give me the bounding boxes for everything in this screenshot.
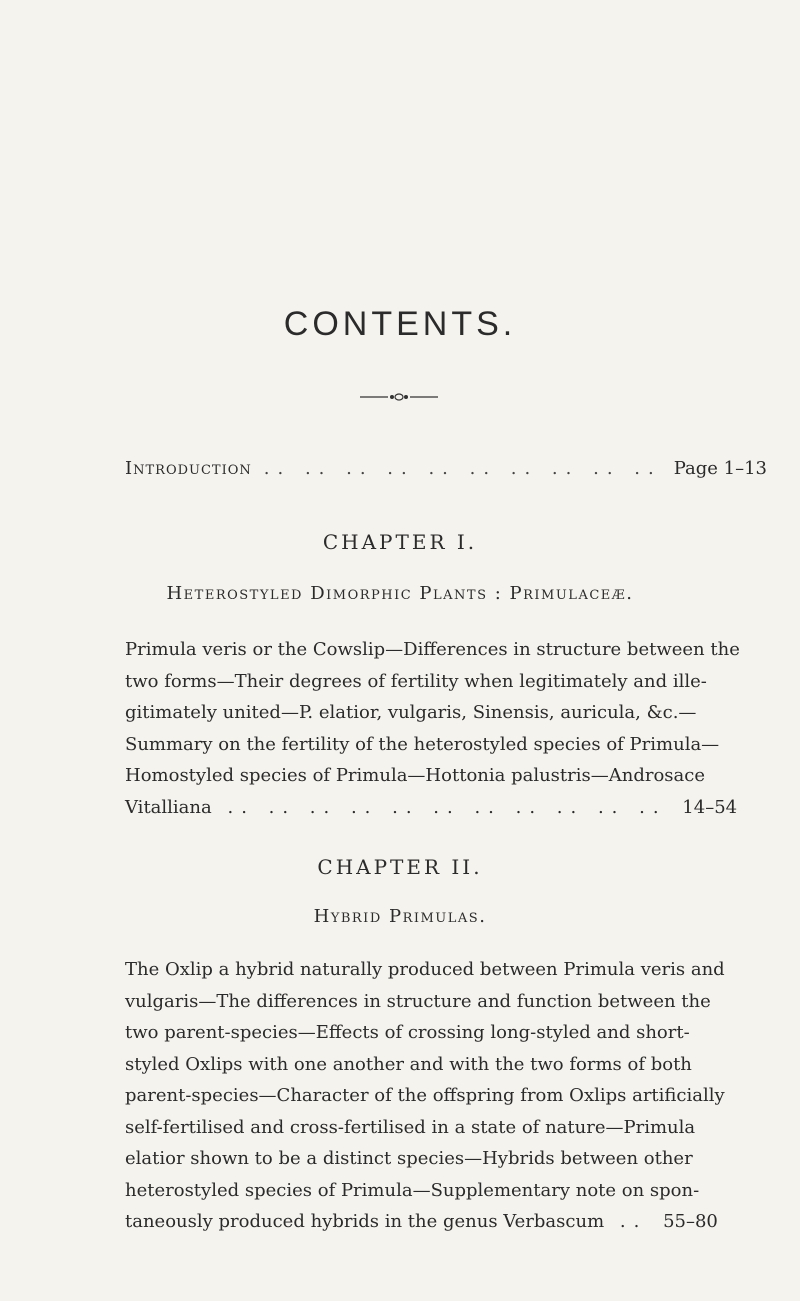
ornament-rule [358, 392, 440, 402]
summary-line: two forms—Their degrees of fertility when legitimately and ille- [125, 670, 707, 692]
summary-line: Summary on the fertility of the heterostyled species of Primula— [125, 733, 720, 755]
summary-line: elatior shown to be a distinct species—Hybrids between other [125, 1148, 693, 1169]
leader-dots: .. .. .. .. .. .. .. .. .. .. .. [227, 796, 667, 818]
summary-line: styled Oxlips with one another and with the two forms of both [125, 1053, 692, 1075]
chapter-1-heading: CHAPTER I. [322, 530, 478, 554]
summary-line: two parent-species—Effects of crossing long-styled and short- [125, 1022, 690, 1043]
introduction-label: Introduction [125, 458, 252, 479]
summary-line: heterostyled species of Primula—Supplementary note on spon- [125, 1179, 700, 1201]
page-title: CONTENTS. [283, 305, 517, 343]
summary-line: Vitalliana [125, 796, 212, 818]
chapter-1-subtitle: Heterostyled Dimorphic Plants : Primulaceæ. [166, 583, 634, 604]
summary-line: Homostyled species of Primula—Hottonia palustris—Androsace [125, 765, 706, 786]
toc-entry-chapter-2[interactable] [125, 1206, 718, 1238]
summary-line: vulgaris—The differences in structure and function between the [125, 990, 711, 1012]
summary-line: taneously produced hybrids in the genus Verbascum [125, 1211, 605, 1232]
chapter-2-pages: 55–80 [663, 1211, 718, 1232]
leader-dots: .. [619, 1211, 648, 1232]
summary-line: self-fertilised and cross-fertilised in a state of nature—Primula [125, 1116, 696, 1138]
summary-line: gitimately united—P. elatior, vulgaris, Sinensis, auricula, &c.— [125, 702, 697, 723]
leader-dots: .. .. .. .. .. .. .. .. .. .. [263, 458, 662, 479]
chapter-2-subtitle: Hybrid Primulas. [313, 906, 487, 927]
chapter-1-summary [125, 634, 740, 823]
summary-line: parent-species—Character of the offspring from Oxlips artificially [125, 1085, 725, 1106]
toc-entry-introduction[interactable] [125, 454, 768, 484]
introduction-pages: Page 1–13 [673, 458, 768, 479]
chapter-2-heading: CHAPTER II. [317, 855, 483, 879]
chapter-1-pages: 14–54 [682, 796, 738, 818]
summary-line: Primula veris or the Cowslip—Differences in structure between the [125, 639, 740, 660]
toc-entry-chapter-1[interactable] [125, 792, 738, 824]
chapter-2-summary [125, 954, 725, 1238]
summary-line: The Oxlip a hybrid naturally produced between Primula veris and [125, 959, 725, 980]
